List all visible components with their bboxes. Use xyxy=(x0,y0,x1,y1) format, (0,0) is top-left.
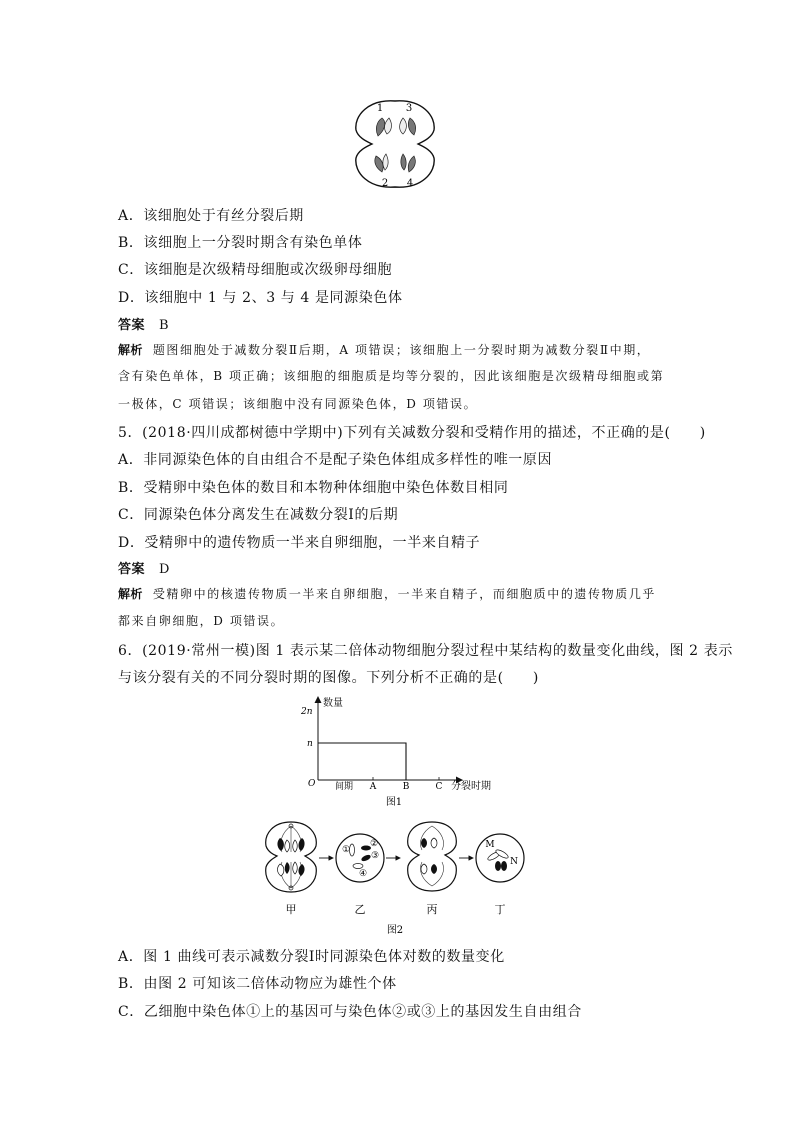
q5-option-b: B．受精卵中染色体的数目和本物种体细胞中染色体数目相同 xyxy=(118,480,509,496)
chromosome-4 xyxy=(401,154,406,170)
yi-label-3: ③ xyxy=(370,851,380,861)
q4-explanation-line-2: 含有染色单体，B 项正确；该细胞的细胞质是均等分裂的，因此该细胞是次级精母细胞或第 xyxy=(118,369,665,383)
q4-cell-figure xyxy=(352,96,438,192)
q4-cell-membrane xyxy=(356,101,434,187)
ding-label-m: M xyxy=(485,840,495,850)
cell-jia xyxy=(266,822,317,892)
cell-yi xyxy=(336,834,384,882)
q6-stem-line-1: 6．(2019·常州一模)图 1 表示某二倍体动物细胞分裂过程中某结构的数量变化曲线，图 2 表示 xyxy=(118,643,733,659)
q5-answer-label: 答案 xyxy=(118,562,146,577)
q6-option-a: A．图 1 曲线可表示减数分裂Ⅰ时同源染色体对数的数量变化 xyxy=(118,949,505,965)
chromosome-2-sister xyxy=(383,154,388,170)
chromosome-1 xyxy=(376,118,384,136)
q4-answer-value: B xyxy=(159,318,170,333)
chart-y-label: 数量 xyxy=(323,698,343,709)
chart-x-tick-c: C xyxy=(435,782,443,792)
chart-x-tick-interphase: 间期 xyxy=(334,782,354,792)
q5-explanation-label: 解析 xyxy=(118,587,143,601)
chromosome-4-sister xyxy=(408,156,415,172)
yi-label-2: ② xyxy=(369,839,379,849)
q4-option-c: C．该细胞是次级精母细胞或次级卵母细胞 xyxy=(118,262,393,278)
yi-label-1: ① xyxy=(341,845,351,855)
q5-explanation-line-1 xyxy=(118,585,656,602)
chart-x-tick-a: A xyxy=(369,782,377,792)
q5-answer xyxy=(118,558,170,577)
q5-option-a: A．非同源染色体的自由组合不是配子染色体组成多样性的唯一原因 xyxy=(118,452,553,468)
q4-label-1: 1 xyxy=(376,103,384,114)
q4-answer xyxy=(118,314,169,333)
cell-label-jia: 甲 xyxy=(285,903,297,916)
q4-explanation-line-1 xyxy=(118,341,650,358)
q4-option-a: A．该细胞处于有丝分裂后期 xyxy=(118,208,304,224)
q4-label-4: 4 xyxy=(406,178,414,189)
ding-label-n: N xyxy=(510,857,518,867)
chart-x-tick-b: B xyxy=(402,782,410,792)
chart-y-tick-2n: 2n xyxy=(301,707,313,717)
q4-explanation-label: 解析 xyxy=(118,343,143,357)
yi-label-4: ④ xyxy=(358,869,368,879)
cell-label-bing: 丙 xyxy=(426,903,438,916)
chart-x-label: 分裂时期 xyxy=(451,781,491,792)
q5-option-c: C．同源染色体分离发生在减数分裂Ⅰ的后期 xyxy=(118,507,399,523)
cell-label-ding: 丁 xyxy=(494,903,506,916)
q4-option-b: B．该细胞上一分裂时期含有染色单体 xyxy=(118,235,363,251)
chart-origin-label: O xyxy=(308,779,316,789)
figure-2 xyxy=(262,818,534,940)
q5-explanation-text-1: 受精卵中的核遗传物质一半来自卵细胞，一半来自精子，而细胞质中的遗传物质几乎 xyxy=(152,587,657,601)
q6-stem-line-2: 与该分裂有关的不同分裂时期的图像。下列分析不正确的是( ) xyxy=(118,670,539,686)
q4-answer-label: 答案 xyxy=(118,318,146,333)
chart-title: 图1 xyxy=(385,797,403,808)
q4-explanation-line-3: 一极体，C 项错误；该细胞中没有同源染色体，D 项错误。 xyxy=(118,397,478,411)
q4-explanation-text-1: 题图细胞处于减数分裂Ⅱ后期，A 项错误；该细胞上一分裂时期为减数分裂Ⅱ中期， xyxy=(152,343,651,357)
chromosome-2 xyxy=(375,156,383,172)
chromosome-3 xyxy=(400,118,407,134)
q5-answer-value: D xyxy=(159,562,170,577)
q5-option-d: D．受精卵中的遗传物质一半来自卵细胞，一半来自精子 xyxy=(118,535,481,551)
chromosome-1-sister xyxy=(385,118,392,134)
cell-label-yi: 乙 xyxy=(354,903,366,916)
chart-series-line xyxy=(318,743,406,780)
figure-2-caption: 图2 xyxy=(386,925,404,936)
chromosome-3-sister xyxy=(408,118,415,135)
q5-stem: 5．(2018·四川成都树德中学期中)下列有关减数分裂和受精作用的描述，不正确的是( ) xyxy=(118,425,706,441)
cell-bing xyxy=(408,822,457,891)
q6-option-b: B．由图 2 可知该二倍体动物应为雄性个体 xyxy=(118,976,397,992)
q4-label-3: 3 xyxy=(405,103,413,114)
q4-label-2: 2 xyxy=(381,178,389,189)
chart-y-tick-n: n xyxy=(307,739,313,749)
figure-1-chart xyxy=(296,694,500,810)
q6-option-c: C．乙细胞中染色体①上的基因可与染色体②或③上的基因发生自由组合 xyxy=(118,1004,582,1020)
q4-option-d: D．该细胞中 1 与 2、3 与 4 是同源染色体 xyxy=(118,290,403,306)
cell-ding xyxy=(476,834,524,882)
q5-explanation-line-2: 都来自卵细胞，D 项错误。 xyxy=(118,614,285,628)
